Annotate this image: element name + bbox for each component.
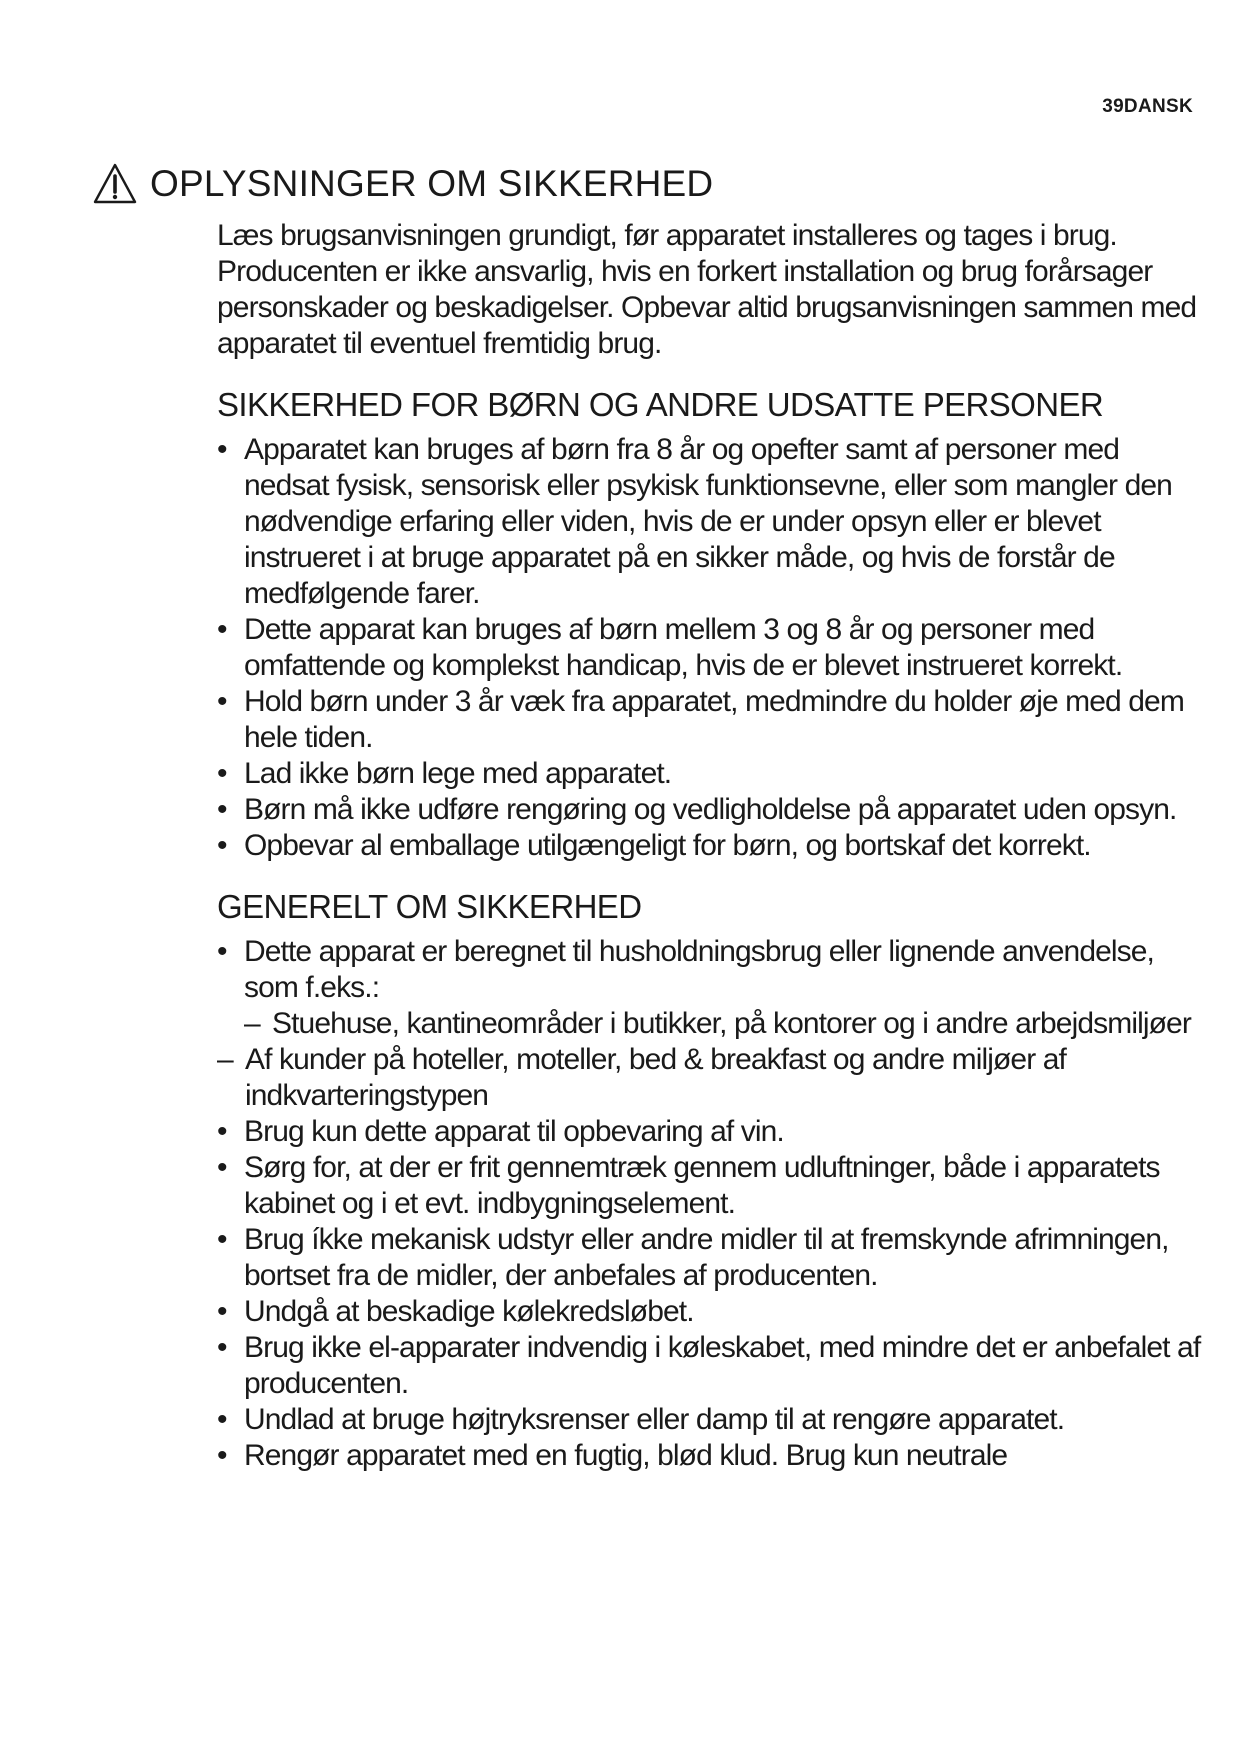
sublist-item: – Stuehuse, kantineområder i butikker, på kontorer og i andre arbejdsmiljøer — [244, 1006, 1207, 1042]
section-heading-general: GENERELT OM SIKKERHED — [217, 888, 642, 925]
intro-paragraph: Læs brugsanvisningen grundigt, før apparatet installeres og tages i brug. Producenten er ikke ansvarlig, hvis en forkert installation og brug forårsager personskader og beskadigelser. Opbevar altid brugsanvisningen sammen med apparatet til eventuel fremtidig brug. — [217, 219, 1197, 360]
list-item: • Hold børn under 3 år væk fra apparatet, medmindre du holder øje med dem hele tiden. — [217, 684, 1207, 756]
list-item: • Rengør apparatet med en fugtig, blød klud. Brug kun neutrale — [217, 1438, 1207, 1474]
usage-sublist — [217, 1006, 1207, 1114]
list-item: • Apparatet kan bruges af børn fra 8 år og opefter samt af personer med nedsat fysisk, sensorisk eller psykisk funktionsevne, eller som mangler den nødvendige erfaring eller viden, hvis de er under opsyn eller er blevet instrueret i at bruge apparatet på en sikker måde, og hvis de forstår de medfølgende farer. — [217, 432, 1207, 612]
list-item: • Undgå at beskadige kølekredsløbet. — [217, 1294, 1207, 1330]
page-title: OPLYSNINGER OM SIKKERHED — [150, 163, 714, 204]
section-heading-children: SIKKERHED FOR BØRN OG ANDRE UDSATTE PERSONER — [217, 386, 1104, 423]
list-item: • Sørg for, at der er frit gennemtræk gennem udluftninger, både i apparatets kabinet og i et evt. indbygningselement. — [217, 1150, 1207, 1222]
content — [217, 218, 1207, 1474]
general-safety-list — [217, 934, 1207, 1006]
page-number: 39DANSK — [1102, 96, 1193, 117]
list-item: • Brug ikke el-apparater indvendig i køleskabet, med mindre det er anbefalet af producenten. — [217, 1330, 1207, 1402]
children-safety-list — [217, 432, 1207, 864]
list-item: • Brug íkke mekanisk udstyr eller andre midler til at fremskynde afrimningen, bortset fra de midler, der anbefales af producenten. — [217, 1222, 1207, 1294]
list-item — [217, 934, 1207, 1006]
list-item: • Brug kun dette apparat til opbevaring af vin. — [217, 1114, 1207, 1150]
list-item: • Opbevar al emballage utilgængeligt for børn, og bortskaf det korrekt. — [217, 828, 1207, 864]
list-item-text: Dette apparat er beregnet til husholdningsbrug eller lignende anvendelse, som f.eks.: — [244, 935, 1154, 1004]
sublist-item: – Af kunder på hoteller, moteller, bed & breakfast og andre miljøer af indkvarteringstypen — [217, 1042, 1207, 1114]
list-item: • Dette apparat kan bruges af børn mellem 3 og 8 år og personer med omfattende og komplekst handicap, hvis de er blevet instrueret korrekt. — [217, 612, 1207, 684]
title-row — [92, 162, 713, 206]
list-item: • Lad ikke børn lege med apparatet. — [217, 756, 1207, 792]
list-item: • Undlad at bruge højtryksrenser eller damp til at rengøre apparatet. — [217, 1402, 1207, 1438]
warning-icon — [92, 162, 138, 206]
list-item: • Børn må ikke udføre rengøring og vedligholdelse på apparatet uden opsyn. — [217, 792, 1207, 828]
general-safety-list-continued — [217, 1114, 1207, 1474]
